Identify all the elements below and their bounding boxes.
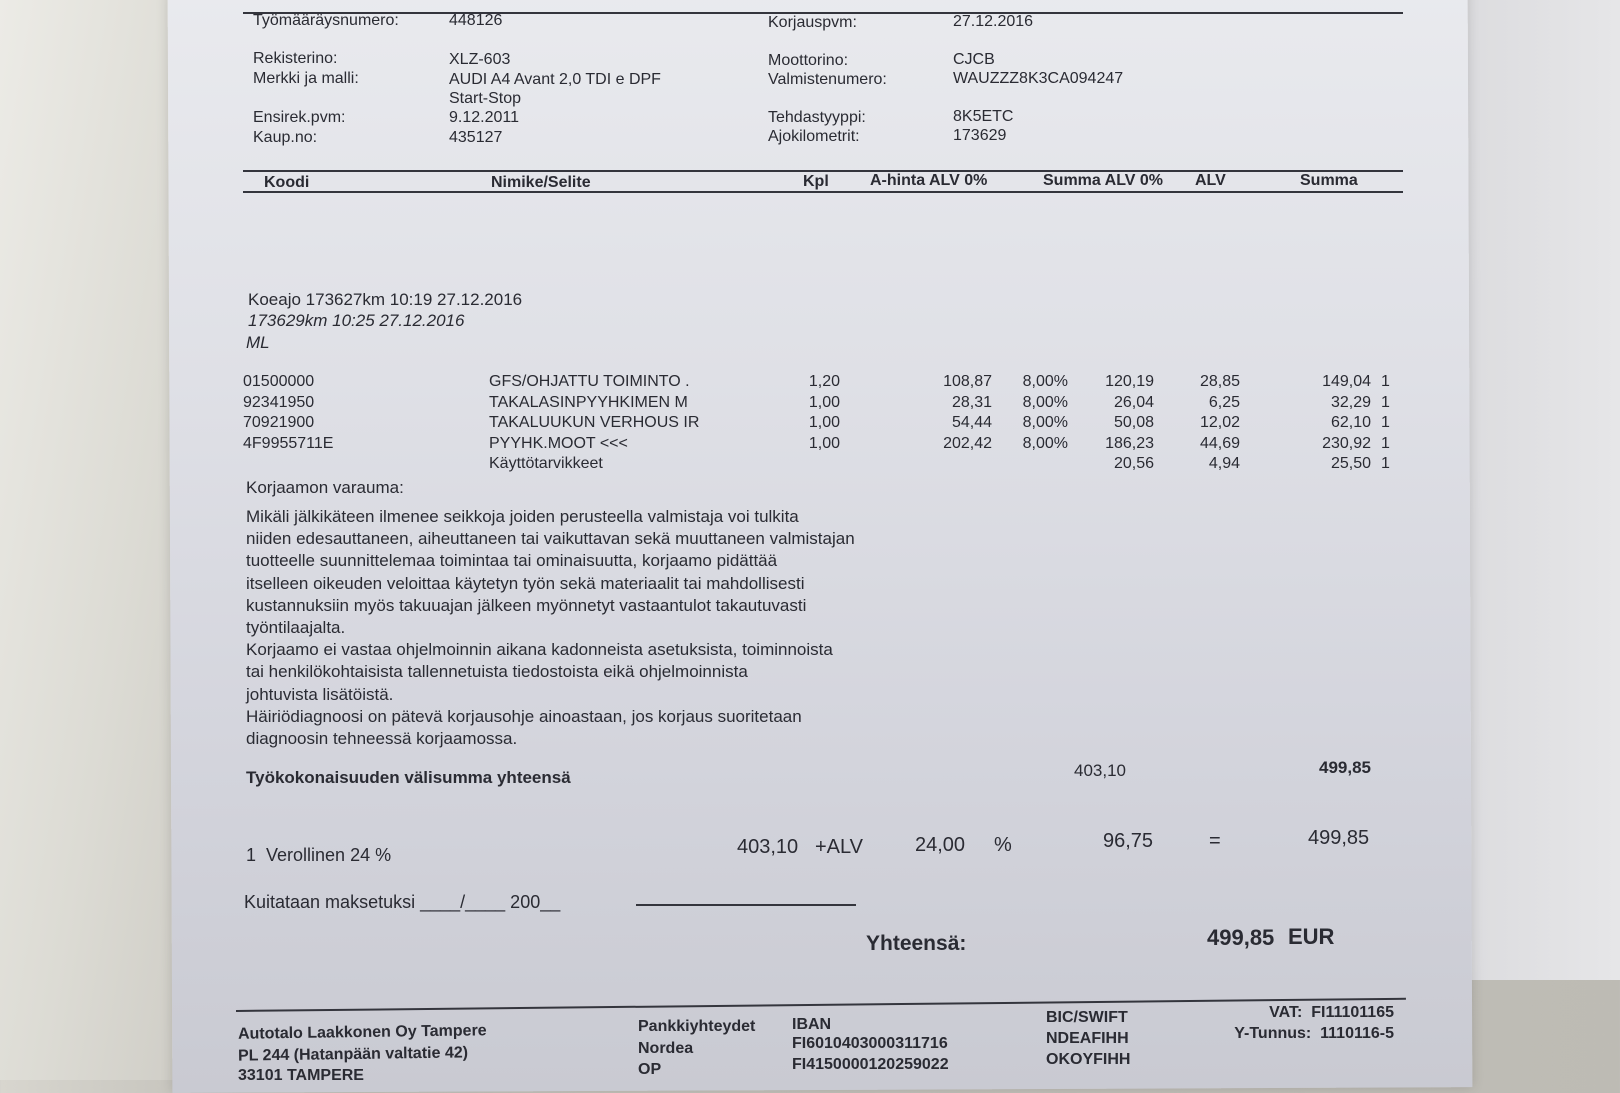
cell-name: TAKALASINPYYHKIMEN M: [489, 393, 688, 411]
factory-type-label: Tehdastyyppi:: [768, 109, 866, 126]
order-no-label: Työmääräysnumero:: [253, 12, 399, 29]
cell-name: GFS/OHJATTU TOIMINTO .: [489, 373, 690, 390]
bic-label: BIC/SWIFT: [1046, 1009, 1128, 1026]
receipt-label: Kuitataan maksetuksi ____/____ 200__: [244, 892, 561, 912]
reg-no-label: Rekisterino:: [253, 50, 338, 67]
vat-plus: +ALV: [815, 836, 863, 858]
cell-code: 01500000: [243, 373, 315, 390]
vat-pct: %: [994, 834, 1012, 856]
reservation-text: [246, 506, 855, 750]
cell-net: 20,56: [1113, 455, 1154, 472]
col-net-sum: Summa ALV 0%: [1043, 172, 1164, 189]
reservation-line: tuotteelle suunnittelemaa toimintaa tai ominaisuutta, korjaamo pidättää: [246, 551, 778, 571]
cell-qty: 1,00: [808, 414, 840, 431]
reservation-line: niiden edesauttaneen, aiheuttaneen tai vaikuttavan sekä muuttaneen valmistajan: [246, 529, 855, 549]
business-id: Y-Tunnus: 1110116-5: [1234, 1025, 1394, 1042]
test-drive-note: Koeajo 173627km 10:19 27.12.2016: [248, 290, 523, 309]
cell-total: 62,10: [1330, 414, 1371, 431]
signature-line: [636, 904, 856, 906]
cell-vat: 12,02: [1199, 414, 1240, 431]
cell-total: 149,04: [1322, 373, 1371, 390]
cell-net: 120,19: [1105, 373, 1154, 390]
engine-no-label: Moottorino:: [768, 52, 849, 69]
cell-unit: 108,87: [943, 373, 992, 390]
vin-label: Valmistenumero:: [768, 71, 887, 88]
order-no-value: 448126: [449, 12, 503, 29]
reservation-title: Korjaamon varauma:: [246, 478, 404, 497]
cell-name: PYYHK.MOOT <<<: [489, 434, 628, 452]
col-total: Summa: [1300, 172, 1358, 189]
table-header-bottom-rule: [243, 191, 1403, 193]
subtotal-net: 403,10: [1074, 761, 1126, 780]
bic-op: OKOYFIHH: [1046, 1051, 1131, 1068]
cell-flag: 1: [1381, 414, 1390, 431]
make-model-label: Merkki ja malli:: [253, 70, 359, 87]
vat-amount: 96,75: [1103, 830, 1154, 852]
vat-equals: =: [1209, 830, 1221, 852]
first-reg-label: Ensirek.pvm:: [253, 109, 346, 126]
cell-code: 4F9955711E: [243, 434, 334, 452]
reservation-line: Korjaamo ei vastaa ohjelmoinnin aikana kadonneista asetuksista, toiminnoista: [246, 640, 833, 660]
reservation-line: johtuvista lisätöistä.: [246, 684, 394, 704]
customer-no-label: Kaup.no:: [253, 129, 318, 146]
col-unit-price: A-hinta ALV 0%: [870, 172, 988, 189]
reservation-line: itselleen oikeuden veloittaa käytetyn työn sekä materiaalit tai mahdollisesti: [246, 573, 805, 593]
cell-net: 50,08: [1113, 414, 1154, 431]
vat-line-label: 1 Verollinen 24 %: [246, 845, 392, 865]
cell-unit: 202,42: [943, 434, 992, 452]
repair-date-value: 27.12.2016: [953, 13, 1034, 30]
bank-nordea: Nordea: [638, 1040, 694, 1057]
first-reg-value: 9.12.2011: [449, 109, 519, 126]
col-code: Koodi: [264, 174, 310, 191]
reservation-line: Mikäli jälkikäteen ilmenee seikkoja joiden perusteella valmistaja voi tulkita: [246, 507, 799, 526]
cell-disc: 8,00%: [1022, 373, 1068, 390]
background-paper-left: [0, 0, 190, 1080]
grand-total-value: 499,85: [1207, 925, 1275, 950]
reservation-line: kustannuksiin myös takuuajan jälkeen myönnetyt vastaantulot takautuvasti: [246, 595, 807, 615]
col-name: Nimike/Selite: [491, 174, 591, 191]
repair-date-label: Korjauspvm:: [768, 14, 857, 31]
cell-flag: 1: [1381, 455, 1390, 472]
cell-name: TAKALUUKUN VERHOUS IR: [489, 414, 700, 431]
vat-base: 403,10: [737, 836, 799, 858]
company-address: PL 244 (Hatanpään valtatie 42): [237, 1044, 469, 1065]
col-vat: ALV: [1195, 172, 1226, 189]
company-city: 33101 TAMPERE: [238, 1067, 364, 1084]
cell-unit: 28,31: [951, 393, 992, 411]
reservation-line: tai henkilökohtaisista tallennetuista tiedostoista eikä ohjelmoinnista: [246, 662, 748, 682]
cell-qty: 1,00: [808, 434, 840, 452]
bank-op: OP: [638, 1061, 662, 1078]
mileage-label: Ajokilometrit:: [768, 128, 860, 145]
cell-flag: 1: [1381, 434, 1390, 452]
grand-total-label: Yhteensä:: [866, 932, 967, 955]
cell-code: 70921900: [243, 414, 315, 431]
bic-nordea: NDEAFIHH: [1046, 1030, 1129, 1047]
mileage-value: 173629: [953, 127, 1007, 144]
grand-total-currency: EUR: [1288, 924, 1335, 949]
cell-disc: 8,00%: [1022, 393, 1068, 411]
col-qty: Kpl: [803, 173, 829, 190]
test-drive-note-2: 173629km 10:25 27.12.2016: [248, 311, 465, 330]
cell-flag: 1: [1381, 373, 1390, 390]
cell-total: 25,50: [1330, 455, 1371, 472]
cell-total: 230,92: [1322, 434, 1371, 452]
cell-unit: 54,44: [951, 414, 992, 431]
reg-no-value: XLZ-603: [449, 51, 511, 68]
cell-vat: 44,69: [1199, 434, 1240, 452]
cell-qty: 1,20: [808, 373, 840, 390]
cell-vat: 6,25: [1208, 393, 1240, 411]
subtotal-label: Työkokonaisuuden välisumma yhteensä: [246, 768, 571, 787]
make-model-value-2: Start-Stop: [449, 90, 522, 107]
make-model-value: AUDI A4 Avant 2,0 TDI e DPF: [449, 71, 661, 88]
engine-no-value: CJCB: [953, 51, 995, 68]
iban-label: IBAN: [792, 1016, 832, 1033]
vat-number: VAT: FI11101165: [1269, 1004, 1394, 1021]
vin-value: WAUZZZ8K3CA094247: [953, 70, 1124, 87]
reservation-line: diagnoosin tehneessä korjaamossa.: [246, 729, 518, 749]
cell-vat: 28,85: [1199, 373, 1240, 390]
reservation-line: työntilaajalta.: [246, 618, 346, 638]
table-header-top-rule: [243, 170, 1403, 172]
cell-total: 32,29: [1330, 393, 1371, 411]
iban-nordea: FI6010403000311716: [792, 1035, 948, 1052]
iban-op: FI4150000120259022: [792, 1056, 949, 1073]
vat-total: 499,85: [1308, 827, 1370, 849]
cell-qty: 1,00: [808, 393, 840, 411]
reservation-line: Häiriödiagnoosi on pätevä korjausohje ainoastaan, jos korjaus suoritetaan: [246, 706, 802, 726]
cell-code: 92341950: [243, 393, 315, 411]
customer-no-value: 435127: [449, 129, 503, 146]
cell-disc: 8,00%: [1022, 434, 1068, 452]
subtotal-total: 499,85: [1319, 758, 1371, 777]
mechanic-initials: ML: [246, 333, 270, 352]
factory-type-value: 8K5ETC: [953, 108, 1014, 125]
cell-disc: 8,00%: [1022, 414, 1068, 431]
banks-label: Pankkiyhteydet: [638, 1018, 756, 1035]
vat-rate: 24,00: [915, 834, 966, 856]
cell-name: Käyttötarvikkeet: [489, 455, 603, 472]
cell-net: 26,04: [1113, 393, 1154, 411]
cell-net: 186,23: [1105, 434, 1154, 452]
cell-vat: 4,94: [1208, 455, 1240, 472]
cell-flag: 1: [1381, 393, 1390, 411]
company-name: Autotalo Laakkonen Oy Tampere: [237, 1022, 487, 1043]
